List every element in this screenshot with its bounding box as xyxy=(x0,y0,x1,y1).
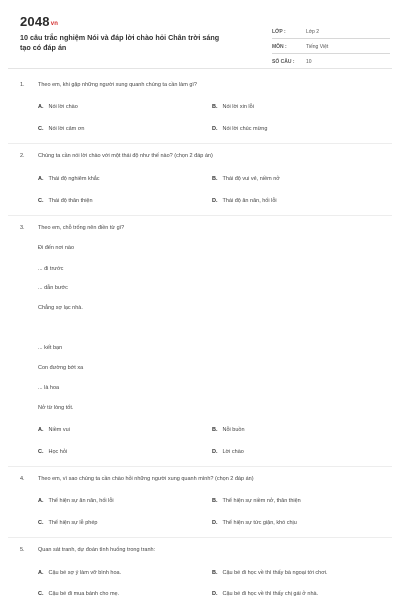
option-5d[interactable] xyxy=(212,591,318,597)
question-text: Chúng ta cần nói lời chào với một thái độ như thế nào? (chọn 2 đáp án) xyxy=(38,153,213,159)
meta-value: 10 xyxy=(306,59,312,65)
question-separator xyxy=(8,215,392,216)
option-letter: B. xyxy=(212,570,218,576)
option-3b[interactable] xyxy=(212,427,245,433)
option-4b[interactable] xyxy=(212,498,301,504)
option-letter: D. xyxy=(212,591,218,597)
option-text: Thái độ vui vẻ, niềm nở xyxy=(222,176,280,182)
option-text: Học hỏi xyxy=(48,449,68,455)
option-3a[interactable] xyxy=(38,427,70,433)
poem-line: ... dẫn bước xyxy=(38,285,68,291)
option-text: Cậu bé đi học về thì thấy bà ngoại tới chơi. xyxy=(222,570,328,576)
meta-row-grade xyxy=(272,26,390,39)
option-text: Niềm vui xyxy=(48,427,70,433)
question-text: Theo em, vì sao chúng ta cần chào hỏi những người xung quanh mình? (chọn 2 đáp án) xyxy=(38,476,254,482)
option-text: Nỗi buồn xyxy=(222,427,245,433)
question-number: 5. xyxy=(20,547,25,553)
meta-value: Lớp 2 xyxy=(306,29,320,35)
option-letter: C. xyxy=(38,591,44,597)
option-text: Lời chào xyxy=(222,449,244,455)
question-number: 3. xyxy=(20,225,25,231)
option-letter: B. xyxy=(212,498,218,504)
option-2a[interactable] xyxy=(38,176,100,182)
option-text: Cậu bé sợ ý làm vỡ bình hoa. xyxy=(48,570,122,576)
option-letter: A. xyxy=(38,498,44,504)
option-letter: A. xyxy=(38,570,44,576)
option-letter: B. xyxy=(212,176,218,182)
meta-table xyxy=(272,26,390,69)
meta-row-subject xyxy=(272,41,390,54)
option-3d[interactable] xyxy=(212,449,244,455)
option-5c[interactable] xyxy=(38,591,119,597)
poem-line: ... kết bạn xyxy=(38,345,63,351)
option-text: Cậu bé đi học về thì thấy chị gái ở nhà. xyxy=(222,591,319,597)
logo-suffix: vn xyxy=(50,21,59,27)
option-letter: C. xyxy=(38,198,44,204)
option-text: Thái độ ăn năn, hối lỗi xyxy=(222,198,277,204)
option-1d[interactable] xyxy=(212,126,267,132)
question-separator xyxy=(8,466,392,467)
option-letter: C. xyxy=(38,520,44,526)
option-letter: A. xyxy=(38,176,44,182)
option-text: Thể hiện sự lễ phép xyxy=(48,520,98,526)
option-2b[interactable] xyxy=(212,176,280,182)
meta-value: Tiếng Việt xyxy=(306,44,329,50)
meta-label: MÔN : xyxy=(272,44,287,50)
option-text: Thể hiện sự ăn năn, hối lỗi xyxy=(48,498,114,504)
option-text: Nói lời cảm ơn xyxy=(48,126,85,132)
question-text: Quan sát tranh, dự đoán tình huống trong tranh: xyxy=(38,547,156,553)
meta-label: SỐ CÂU : xyxy=(272,59,295,65)
poem-line: ... đi trước xyxy=(38,266,64,272)
option-letter: D. xyxy=(212,520,218,526)
document-title: 10 câu trắc nghiệm Nói và đáp lời chào hỏi Chân trời sáng tạo có đáp án xyxy=(20,33,220,52)
option-5a[interactable] xyxy=(38,570,121,576)
option-1b[interactable] xyxy=(212,104,254,110)
poem-line: ... là hoa xyxy=(38,385,60,391)
option-1c[interactable] xyxy=(38,126,84,132)
option-2d[interactable] xyxy=(212,198,277,204)
header-divider xyxy=(8,68,392,69)
option-text: Thể hiện sự niềm nở, thân thiện xyxy=(222,498,301,504)
page-header xyxy=(20,14,390,65)
option-letter: C. xyxy=(38,126,44,132)
logo-text: 2048 xyxy=(20,14,50,29)
option-letter: A. xyxy=(38,104,44,110)
site-logo[interactable] xyxy=(20,14,58,29)
question-text: Theo em, khi gặp những người xung quanh chúng ta cần làm gì? xyxy=(38,82,197,88)
option-text: Nói lời chào xyxy=(48,104,78,110)
poem-line: Nở từ lòng tốt. xyxy=(38,405,74,411)
option-letter: D. xyxy=(212,126,218,132)
question-text: Theo em, chỗ trống nên điền từ gì? xyxy=(38,225,125,231)
option-text: Nói lời xin lỗi xyxy=(222,104,254,110)
option-letter: B. xyxy=(212,427,218,433)
option-text: Thể hiện sự tức giận, khó chịu xyxy=(222,520,297,526)
option-4d[interactable] xyxy=(212,520,297,526)
question-number: 1. xyxy=(20,82,25,88)
question-number: 2. xyxy=(20,153,25,159)
poem-line: Chẳng sợ lạc nhà. xyxy=(38,305,83,311)
poem-line: Con đường bớt xa xyxy=(38,365,84,371)
option-letter: C. xyxy=(38,449,44,455)
option-letter: A. xyxy=(38,427,44,433)
question-separator xyxy=(8,537,392,538)
question-separator xyxy=(8,143,392,144)
question-number: 4. xyxy=(20,476,25,482)
option-letter: D. xyxy=(212,449,218,455)
option-text: Thái độ nghiêm khắc xyxy=(48,176,100,182)
poem-line: Đi đến nơi nào xyxy=(38,245,75,251)
option-4c[interactable] xyxy=(38,520,97,526)
meta-label: LỚP : xyxy=(272,29,286,35)
option-4a[interactable] xyxy=(38,498,114,504)
option-5b[interactable] xyxy=(212,570,328,576)
option-text: Thái độ thân thiện xyxy=(48,198,93,204)
option-letter: B. xyxy=(212,104,218,110)
option-3c[interactable] xyxy=(38,449,67,455)
option-2c[interactable] xyxy=(38,198,93,204)
option-text: Nói lời chúc mừng xyxy=(222,126,268,132)
option-1a[interactable] xyxy=(38,104,78,110)
option-letter: D. xyxy=(212,198,218,204)
option-text: Cậu bé đi mua bánh cho mẹ. xyxy=(48,591,120,597)
